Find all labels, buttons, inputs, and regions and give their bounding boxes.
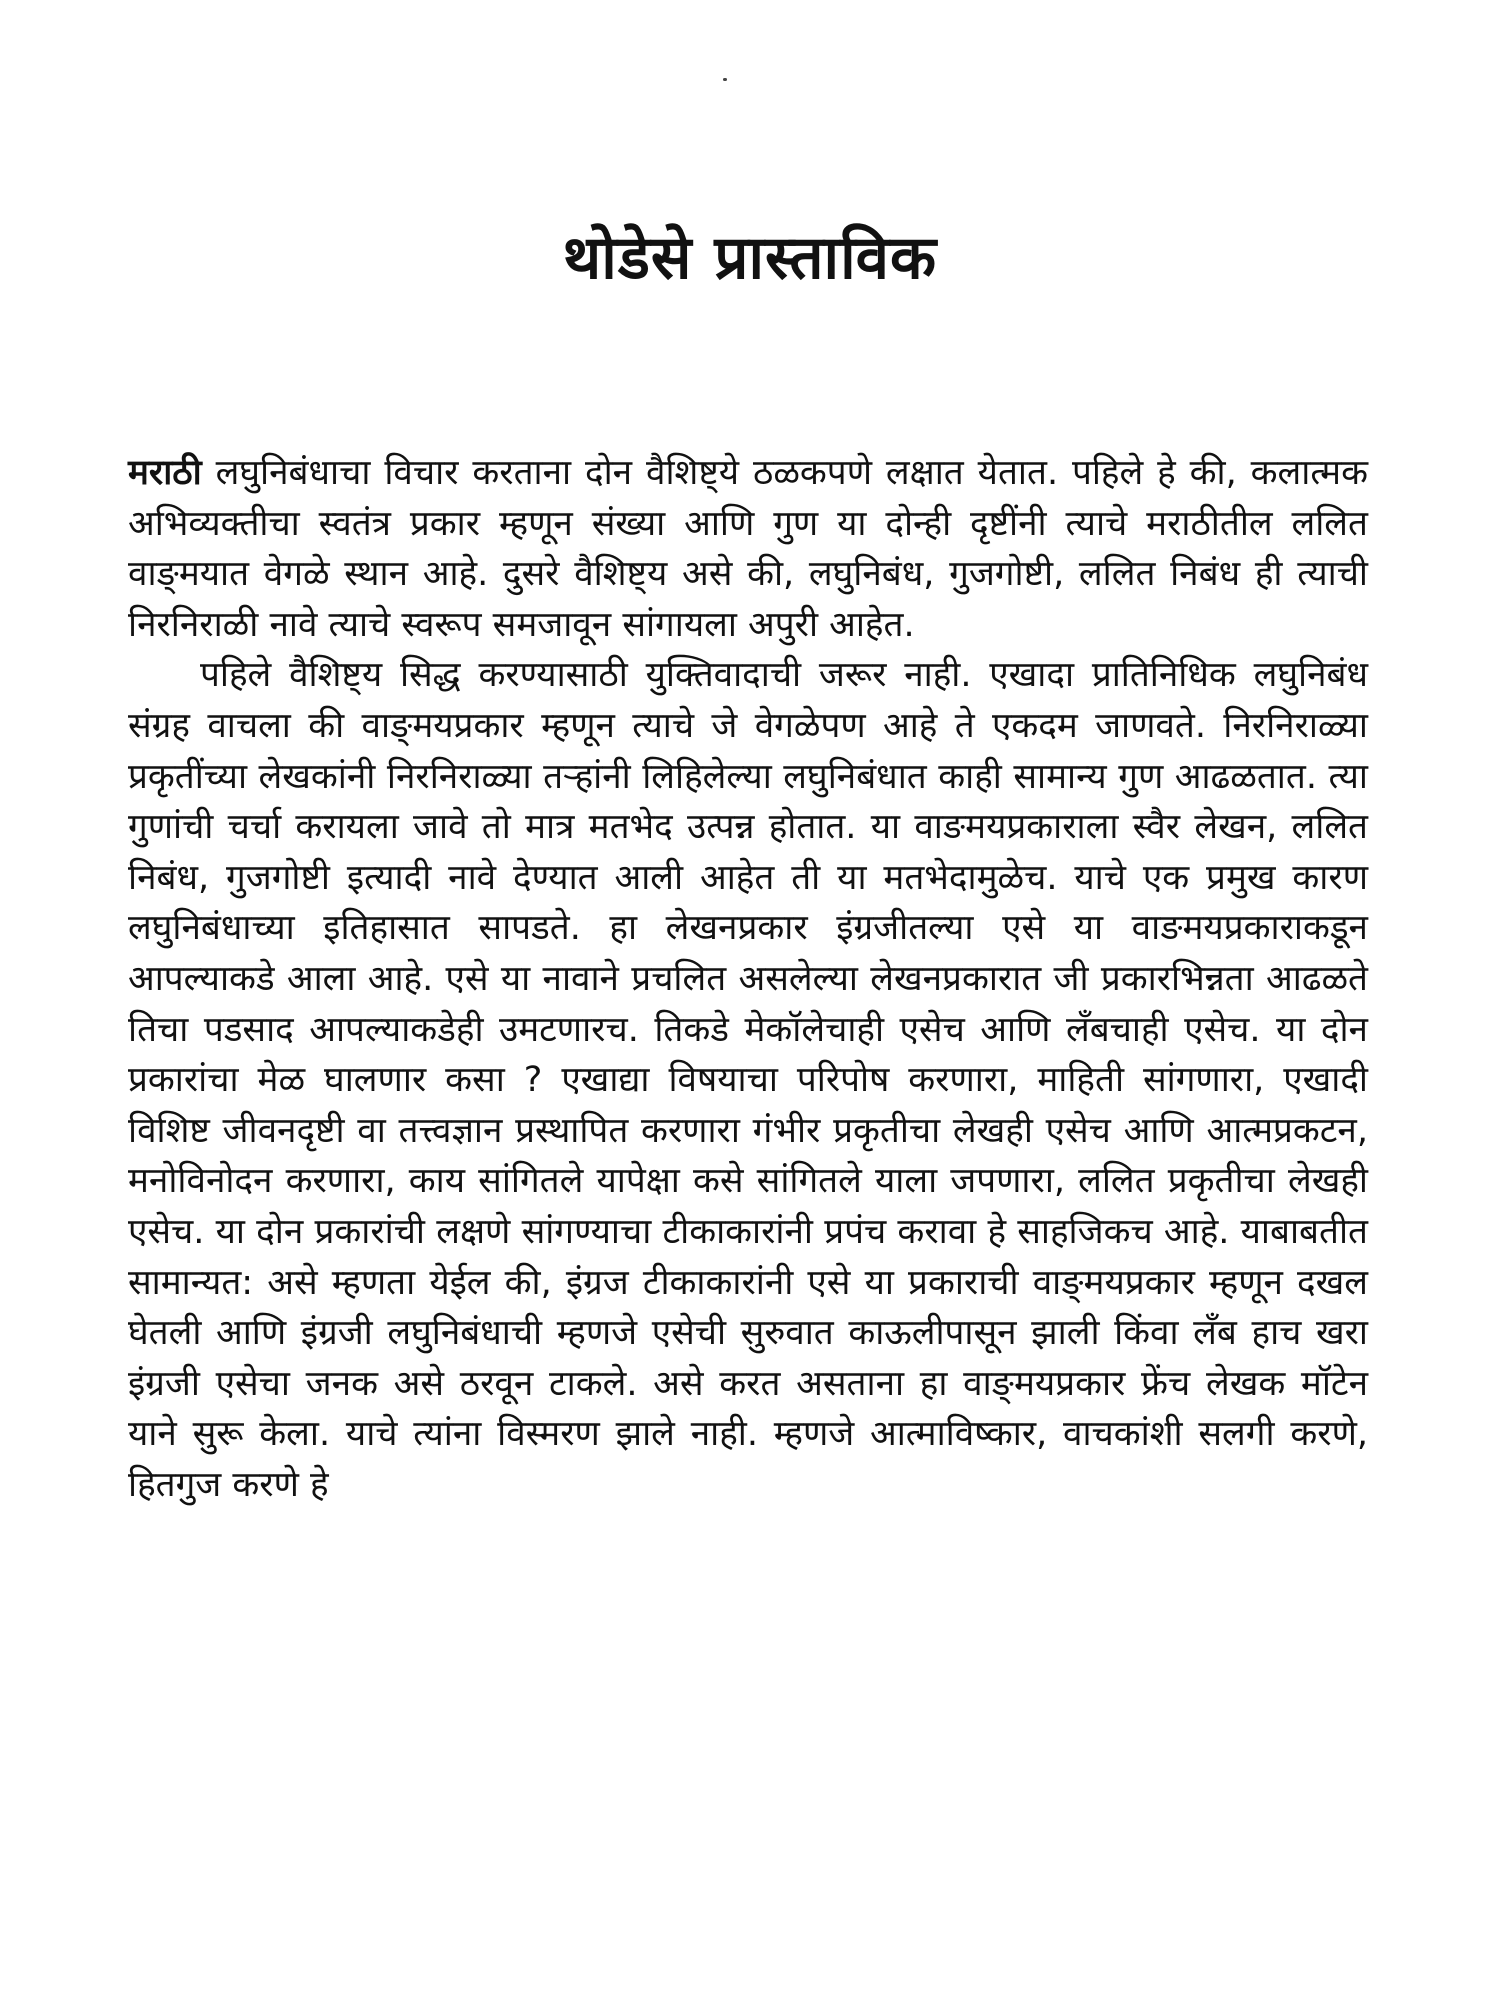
page-title: थोडेसे प्रास्ताविक <box>562 223 938 293</box>
paragraph-lead-word: मराठी <box>128 453 202 493</box>
scan-speck <box>723 78 727 81</box>
paragraph-1-text: लघुनिबंधाचा विचार करताना दोन वैशिष्ट्ये ठळकपणे लक्षात येतात. पहिले हे की, कलात्मक अभिव्यक्तीचा स्वतंत्र प्रकार म्हणून संख्या आणि गुण या दोन्ही दृष्टींनी त्याचे मराठीतील ललित वाङ्‌मयात वेगळे स्थान आहे. दुसरे वैशिष्ट्य असे की, लघुनिबंध, गुजगोष्टी, ललित निबंध ही त्याची निरनिराळी नावे त्याचे स्वरूप समजावून सांगायला अपुरी आहेत. <box>128 453 1368 645</box>
paragraph-2-text: पहिले वैशिष्ट्य सिद्ध करण्यासाठी युक्तिवादाची जरूर नाही. एखादा प्रातिनिधिक लघुनिबंध संग्रह वाचला की वाङ्‌मयप्रकार म्हणून त्याचे जे वेगळेपण आहे ते एकदम जाणवते. निरनिराळ्या प्रकृतींच्या लेखकांनी निरनिराळ्या तऱ्हांनी लिहिलेल्या लघुनिबंधात काही सामान्य गुण आढळतात. त्या गुणांची चर्चा करायला जावे तो मात्र मतभेद उत्पन्न होतात. या वाङमयप्रकाराला स्वैर लेखन, ललित निबंध, गुजगोष्टी इत्यादी नावे देण्यात आली आहेत ती या मतभेदामुळेच. याचे एक प्रमुख कारण लघुनिबंधाच्या इतिहासात सापडते. हा लेखनप्रकार इंग्रजीतल्या एसे या वाङमयप्रकाराकडून आपल्याकडे आला आहे. एसे या नावाने प्रचलित असलेल्या लेखनप्रकारात जी प्रकारभिन्नता आढळते तिचा पडसाद आपल्याकडेही उमटणारच. तिकडे मेकॉलेचाही एसेच आणि लँबचाही एसेच. या दोन प्रकारांचा मेळ घालणार कसा ? एखाद्या विषयाचा परिपोष करणारा, माहिती सांगणारा, एखादी विशिष्ट जीवनदृष्टी वा तत्त्वज्ञान प्रस्थापित करणारा गंभीर प्रकृतीचा लेखही एसेच आणि आत्मप्रकटन, मनोविनोदन करणारा, काय सांगितले यापेक्षा कसे सांगितले याला जपणारा, ललित प्रकृतीचा लेखही एसेच. या दोन प्रकारांची लक्षणे सांगण्याचा टीकाकारांनी प्रपंच करावा हे साहजिकच आहे. याबाबतीत सामान्यत: असे म्हणता येईल की, इंग्रज टीकाकारांनी एसे या प्रकाराची वाङ्‌मयप्रकार म्हणून दखल घेतली आणि इंग्रजी लघुनिबंधाची म्हणजे एसेची सुरुवात काऊलीपासून झाली किंवा लँब हाच खरा इंग्रजी एसेचा जनक असे ठरवून टाकले. असे करत असताना हा वाङ्‌मयप्रकार फ्रेंच लेखक मॉटेन याने सुरू केला. याचे त्यांना विस्मरण झाले नाही. म्हणजे आत्माविष्कार, वाचकांशी सलगी करणे, हितगुज करणे हे <box>128 655 1368 1505</box>
body-text <box>128 448 1368 1510</box>
paragraph-1 <box>128 448 1368 650</box>
paragraph-2 <box>128 650 1368 1510</box>
